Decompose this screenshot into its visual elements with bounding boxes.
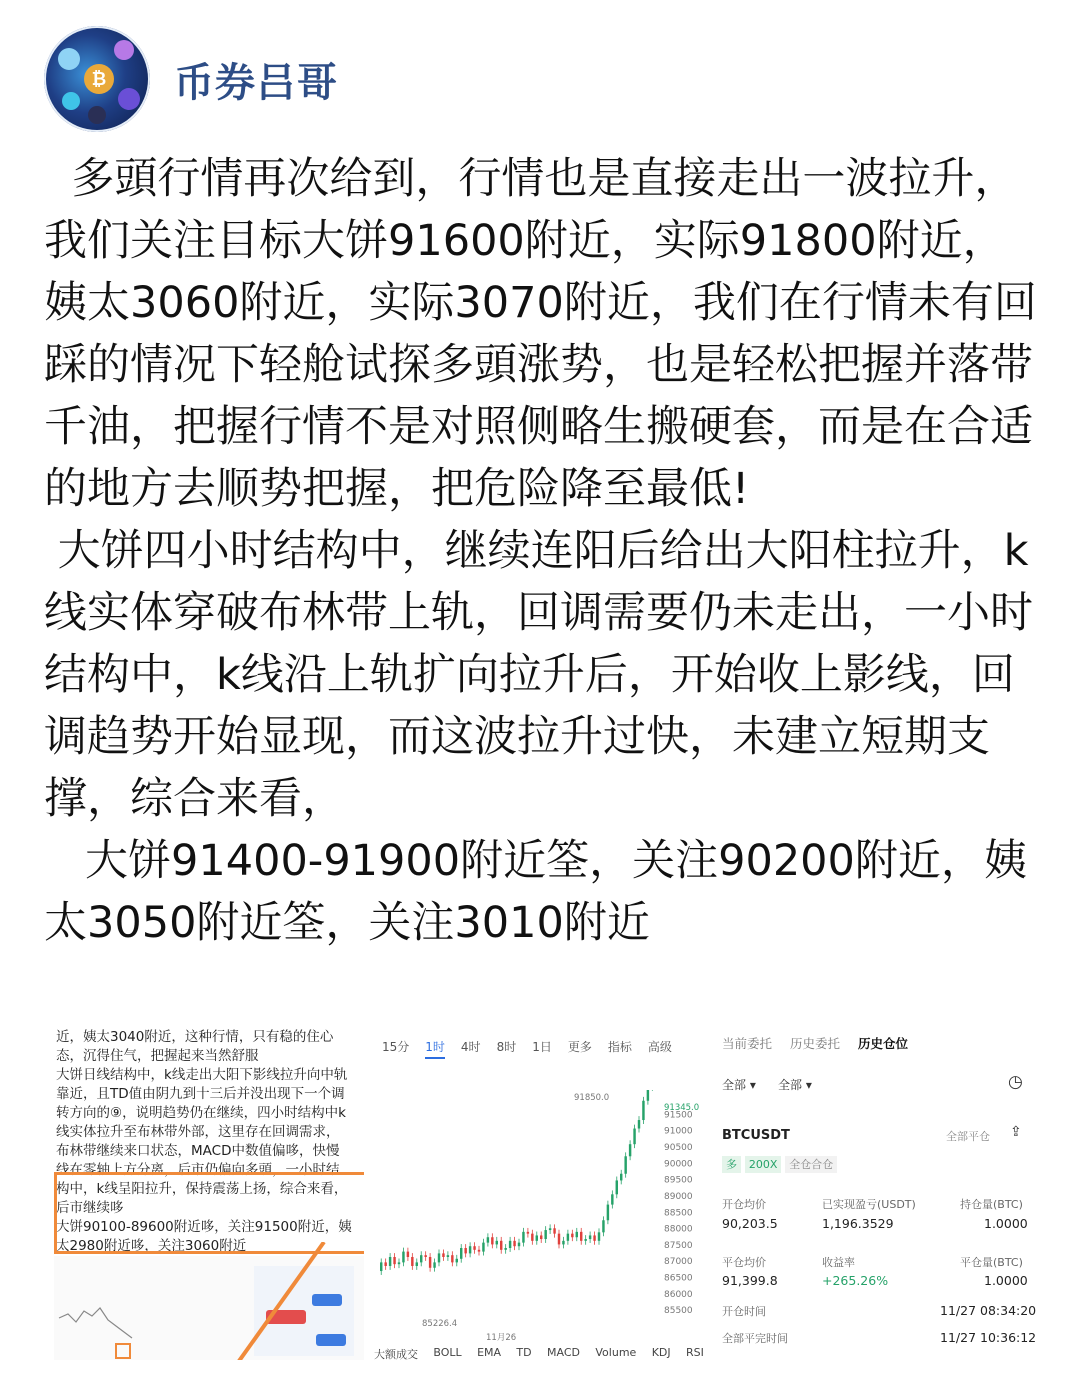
candle-body: [540, 1235, 542, 1239]
candlestick-chart: [374, 1090, 704, 1342]
analysis-line: 太2980附近哆，关注3060附近: [56, 1238, 247, 1254]
candle-body: [513, 1241, 515, 1246]
timeframe-tabs: [382, 1038, 688, 1059]
timeframe-tab[interactable]: 1日: [532, 1040, 552, 1054]
candle-body: [638, 1120, 640, 1128]
candle-body: [496, 1241, 498, 1245]
y-tick-label: 91000: [664, 1126, 693, 1137]
candle-body: [429, 1257, 431, 1268]
margin-mode-tag: 全仓合仓: [785, 1156, 837, 1173]
y-tick-label: 88500: [664, 1208, 693, 1219]
indicator-tab[interactable]: RSI: [686, 1346, 704, 1359]
candle-body: [589, 1235, 591, 1239]
candle-body: [580, 1232, 582, 1241]
label-close-avg: 平仓均价: [722, 1256, 766, 1269]
candle-body: [509, 1241, 511, 1248]
candle-body: [402, 1252, 404, 1263]
candle-body: [549, 1228, 551, 1230]
candle-body: [647, 1090, 649, 1101]
candle-body: [584, 1239, 586, 1241]
analysis-line: 构中，k线呈阳拉升，保持震荡上扬，综合来看，: [56, 1181, 348, 1197]
image-analysis-screenshot[interactable]: [54, 1028, 364, 1360]
y-tick-label: 89000: [664, 1191, 693, 1202]
candle-body: [393, 1257, 395, 1264]
candle-body: [420, 1255, 422, 1262]
value-open-avg: 90,203.5: [722, 1216, 778, 1231]
candle-body: [518, 1243, 520, 1247]
candle-body: [447, 1255, 449, 1257]
low-price-label: 85226.4: [422, 1319, 458, 1329]
y-tick-label: 90500: [664, 1142, 693, 1153]
post-paragraph: 大饼四小时结构中，继续连阳后给出大阳柱拉升，k线实体穿破布林带上轨，回调需要仍未走出，一小时结构中，k线沿上轨扩向拉升后，开始收上影线，回调趋势开始显现，而这波拉升过快，未建立短期支撑，综合来看，: [44, 526, 1033, 824]
timeframe-tab[interactable]: 8时: [496, 1040, 517, 1054]
candle-body: [522, 1232, 524, 1243]
candle-body: [611, 1194, 613, 1204]
candle-body: [562, 1241, 564, 1245]
candle-body: [527, 1232, 529, 1234]
candle-body: [438, 1253, 440, 1262]
candle-body: [544, 1230, 546, 1239]
value-close-avg: 91,399.8: [722, 1273, 778, 1288]
y-tick-label: 91500: [664, 1110, 693, 1121]
indicator-tab[interactable]: BOLL: [433, 1346, 462, 1359]
high-price-label: 91850.0: [574, 1093, 610, 1103]
position-tags: [722, 1156, 837, 1172]
label-close-time: 全部平完时间: [722, 1332, 788, 1345]
candle-body: [616, 1180, 618, 1194]
analysis-line: 线实体拉升至布林带外部，这里存在回调需求，: [56, 1124, 340, 1140]
candle-body: [500, 1241, 502, 1250]
candle-body: [464, 1248, 466, 1253]
indicator-tab[interactable]: EMA: [477, 1346, 502, 1359]
candle-body: [398, 1262, 400, 1264]
indicator-tab[interactable]: MACD: [547, 1346, 580, 1359]
avatar[interactable]: [44, 26, 150, 132]
y-tick-label: 86000: [664, 1289, 693, 1300]
candle-body: [607, 1205, 609, 1221]
value-roi: +265.26%: [822, 1273, 889, 1288]
filter-all-1[interactable]: 全部 ▾: [722, 1078, 756, 1092]
analysis-line: 近，姨太3040附近，这种行情，只有稳的住心: [56, 1029, 334, 1045]
y-tick-label: 88000: [664, 1224, 693, 1235]
post-images: [54, 1028, 1040, 1360]
value-open-time: 11/27 08:34:20: [940, 1303, 1037, 1318]
share-icon[interactable]: ⇪: [1010, 1124, 1022, 1140]
candle-body: [571, 1234, 573, 1238]
label-closed-qty: 平仓量(BTC): [960, 1256, 1023, 1269]
candle-body: [576, 1232, 578, 1237]
coin-icon: [114, 40, 134, 60]
post-paragraph: 大饼91400-91900附近筌，关注90200附近，姨太3050附近筌，关注3010附近: [44, 836, 1027, 948]
y-tick-label: 90000: [664, 1159, 693, 1170]
candle-body: [487, 1237, 489, 1242]
indicator-bar: [374, 1346, 704, 1360]
filter-all-2[interactable]: 全部 ▾: [778, 1078, 812, 1092]
analysis-line: 态，沉得住气，把握起来当然舒服: [56, 1048, 259, 1064]
candle-body: [593, 1235, 595, 1240]
candle-body: [389, 1257, 391, 1266]
arrow-annotation: [204, 1242, 364, 1360]
position-tabs: [722, 1034, 926, 1052]
candle-body: [478, 1250, 480, 1252]
coin-icon: [88, 106, 106, 124]
analysis-line: 布林带继续来口状态，MACD中数值偏哆，快慢: [56, 1143, 340, 1159]
author-name[interactable]: 币券吕哥: [174, 59, 338, 106]
symbol: BTCUSDT: [722, 1128, 790, 1143]
current-price-tag: 91345.0: [664, 1103, 700, 1113]
candle-body: [433, 1262, 435, 1267]
analysis-line: 大饼日线结构中，k线走出大阳下影线拉升向中轨: [56, 1067, 348, 1083]
candle-body: [451, 1255, 453, 1262]
candle-body: [558, 1234, 560, 1245]
candle-body: [642, 1101, 644, 1120]
candle-body: [380, 1262, 382, 1271]
candle-body: [411, 1257, 413, 1266]
candle-body: [424, 1255, 426, 1257]
analysis-line: 后市继续哆: [56, 1200, 124, 1216]
label-open-avg: 开仓均价: [722, 1198, 766, 1211]
candle-body: [620, 1174, 622, 1181]
value-realized-pnl: 1,196.3529: [822, 1216, 894, 1231]
candle-body: [482, 1243, 484, 1252]
candle-body: [384, 1262, 386, 1266]
analysis-line: 靠近，且TD值由阴九到十三后并没出现下一个调: [56, 1086, 345, 1102]
label-open-time: 开仓时间: [722, 1305, 766, 1318]
indicator-tab[interactable]: 大额成交: [374, 1348, 418, 1360]
value-close-time: 11/27 10:36:12: [940, 1330, 1037, 1345]
candle-body: [416, 1262, 418, 1266]
candle-body: [473, 1246, 475, 1250]
candle-body: [442, 1253, 444, 1257]
image-kline-chart[interactable]: [374, 1028, 704, 1360]
y-tick-label: 87500: [664, 1240, 693, 1251]
candle-body: [469, 1246, 471, 1253]
candle-body: [602, 1220, 604, 1232]
candle-body: [491, 1237, 493, 1244]
post-body: [44, 148, 1044, 954]
candle-body: [407, 1252, 409, 1257]
position-tab[interactable]: 历史委托: [790, 1036, 841, 1051]
image-position-history[interactable]: [716, 1028, 1040, 1360]
label-realized-pnl: 已实现盈亏(USDT): [822, 1198, 916, 1211]
position-tab[interactable]: 当前委托: [722, 1036, 773, 1051]
candle-body: [553, 1228, 555, 1233]
bitcoin-icon: ₿: [84, 64, 114, 94]
y-tick-label: 86500: [664, 1273, 693, 1284]
candle-body: [598, 1232, 600, 1240]
post-header: [44, 26, 338, 132]
side-tag: 多: [722, 1156, 741, 1173]
analysis-line: 大饼90100-89600附近哆，关注91500附近，姨: [56, 1219, 352, 1235]
candle-body: [536, 1235, 538, 1240]
analysis-line: 转方向的⑨，说明趋势仍在继续，四小时结构中k: [56, 1105, 346, 1121]
candle-body: [504, 1248, 506, 1250]
y-tick-label: 89500: [664, 1175, 693, 1186]
y-tick-label: 85500: [664, 1306, 693, 1317]
close-all-button[interactable]: 全部平仓: [946, 1130, 990, 1143]
value-position-qty: 1.0000: [984, 1216, 1028, 1231]
indicator-tab[interactable]: TD: [516, 1346, 532, 1359]
candle-body: [629, 1144, 631, 1156]
post-paragraph: 多頭行情再次给到，行情也是直接走出一波拉升，我们关注目标大饼91600附近，实际91800附近，姨太3060附近，实际3070附近，我们在行情未有回踩的情况下轻舱试探多頭涨势，也是轻松把握并落带千油，把握行情不是对照侧略生搬硬套，而是在合适的地方去顺势把握，把危险降至最低!: [44, 154, 1037, 514]
position-tab[interactable]: 历史仓位: [858, 1036, 909, 1051]
timeframe-tab[interactable]: 15分: [382, 1040, 410, 1054]
candle-body: [624, 1156, 626, 1173]
coin-icon: [62, 92, 80, 110]
timeframe-tab[interactable]: 指标: [607, 1040, 632, 1054]
coin-icon: [118, 88, 140, 110]
analysis-line: 线在零轴上方分离，后市仍偏向多頭，一小时结: [56, 1162, 340, 1178]
date-label: 11月26: [486, 1333, 517, 1342]
y-tick-label: 87000: [664, 1257, 693, 1268]
label-position-qty: 持仓量(BTC): [960, 1198, 1023, 1211]
candle-body: [633, 1129, 635, 1145]
label-roi: 收益率: [822, 1256, 855, 1269]
leverage-tag: 200X: [745, 1156, 782, 1173]
candle-body: [531, 1234, 533, 1241]
candle-body: [567, 1234, 569, 1241]
timeframe-tab[interactable]: 1时: [425, 1038, 445, 1059]
timeframe-tab[interactable]: 4时: [460, 1040, 481, 1054]
indicator-tab[interactable]: Volume: [595, 1346, 637, 1359]
value-closed-qty: 1.0000: [984, 1273, 1028, 1288]
timeframe-tab[interactable]: 更多: [567, 1040, 592, 1054]
clock-icon[interactable]: ◷: [1008, 1072, 1023, 1092]
timeframe-tab[interactable]: 高级: [647, 1040, 672, 1054]
indicator-tab[interactable]: KDJ: [651, 1346, 671, 1359]
coin-icon: [58, 48, 80, 70]
candle-body: [460, 1248, 462, 1259]
candle-body: [456, 1259, 458, 1263]
